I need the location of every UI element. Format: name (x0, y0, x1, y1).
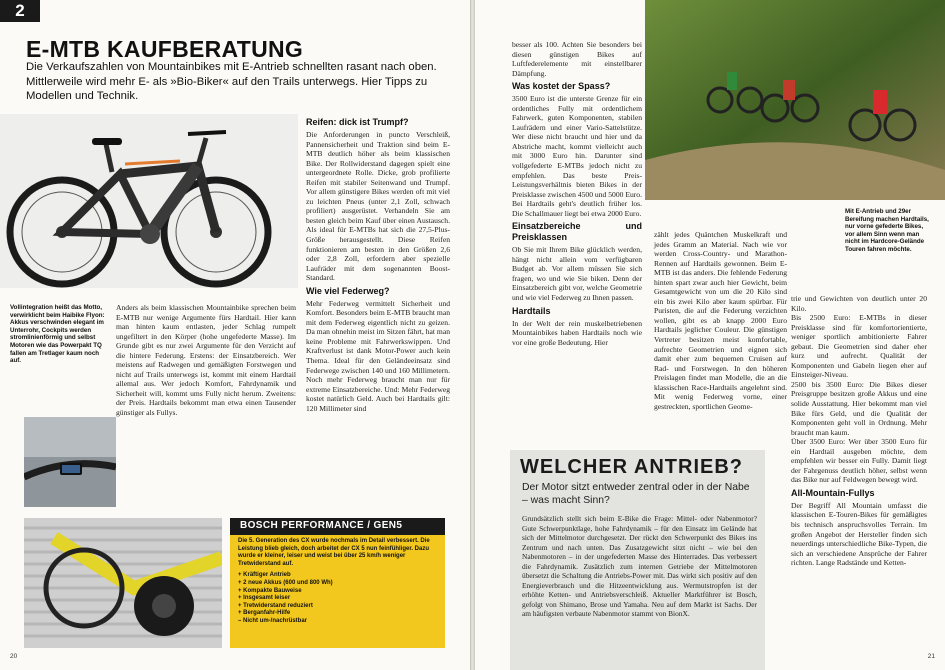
subheading-einsatz: Einsatzbereiche und Preisklassen (512, 221, 642, 243)
subheading-reifen: Reifen: dick ist Trumpf? (306, 117, 409, 127)
subheading-spass: Was kostet der Spass? (512, 81, 611, 92)
bosch-description (230, 535, 445, 629)
list-item: + Kräftiger Antrieb (238, 572, 291, 579)
col3-paragraph-4: Über 3500 Euro: Wer über 3500 Euro für ein Hardtail ausgeben möchte, dem empfehlen wir besser ein Fully. Damit liegt der Fahrgenuss deutlich höher, selbst wenn das Bike nur auf Feldwegen bewegt wird. (791, 437, 927, 485)
subheading-federweg: Wie viel Federweg? (306, 285, 390, 296)
caption-riders: Mit E-Antrieb und 29er Bereifung machen Hardtails, nur vorne gefederte Bikes, vor allem Sinn wenn man nicht im Hardcore-Gelände Touren fahren möchte. (845, 208, 929, 253)
riders-illustration (645, 0, 945, 200)
emtb-hero-photo (0, 114, 298, 288)
paragraph-hardtails: In der Welt der rein muskelbetriebenen Mountainbikes haben Hardtails noch wie vor eine große Bedeutung. Hier (512, 318, 642, 347)
paragraph-federweg: Mehr Federweg vermittelt Sicherheit und Komfort. Besonders beim E-MTB braucht man mit dem Federweg eigentlich nicht zu geizen. Da man ohnehin meist im Sitzen fährt, hat man keine Probleme mit Fahrwerkswippen. Und Kraftverlust ist dank Motor-Power auch kein Thema. Ideal für den Geländeeinsatz sind Federwege zwischen 140 und 160 Millimetern. Noch mehr Federweg braucht man nur für extreme Einsatzbereiche. Und: Mehr Federweg kostet natürlich Geld. Auch bei Hardtails gilt: 120 Millimeter sind (306, 298, 450, 413)
column-1 (512, 40, 642, 347)
list-item: + Tretwiderstand reduziert (238, 602, 313, 609)
box-body: Grundsätzlich stellt sich beim E-Bike die Frage: Mittel- oder Nabenmotor? Gute Schwerpunktlage, hohe Fahrdynamik – für den Einsatz im Gelände hat sich der Mittelmotor durchgesetzt. Der rückt den Schwerpunkt des Bikes ins Zentrum und nach unten. Das Zusatzgewicht sitzt nicht – wie bei den Nabenmotoren – in der ungefederten Masse des Hinterrades. Das verbessert die Fahrdynamik. Zusätzlich zum internen Getriebe der Mittelmotoren übersetzt die Schaltung die Antriebs-Power mit. Das wirkt sich positiv auf den Energieverbrauch und die Hitzeentwicklung aus. Wermutstropfen ist der erhöhte Ketten- und Antriebsverschleiß. Aktueller Marktführer ist Bosch, gefolgt von Shimano, Brose und Yamaha. Neu auf dem Markt ist Sachs. Der am häufigsten verbaute Nabenmotor stammt von BionX. (522, 514, 757, 618)
right-page (475, 0, 945, 670)
subheading-allmountain: All-Mountain-Fullys (791, 487, 875, 498)
col3-paragraph-2: Bis 2500 Euro: E-MTBs in dieser Preisklasse sind für komfortorientierte, weniger sportlich ambitionierte Fahrer gebaut. Die Geometrien sind daher eher kurz und aufrecht. Qualität der Komponenten und Gabeln liegen eher auf Einsteiger-Niveau. (791, 313, 927, 380)
col3-paragraph-3: 2500 bis 3500 Euro: Die Bikes dieser Preisgruppe besitzen große Akkus und eine solide Ausstattung. Hier bekommt man viel Bike fürs Geld, und die Qualität der Komponenten geht voll in Ordnung. Mehr braucht man kaum. (791, 379, 927, 437)
page-number-right: 21 (927, 653, 935, 660)
column-3 (791, 294, 927, 568)
box-title: WELCHER ANTRIEB? (520, 456, 744, 478)
section-number-badge: 2 (0, 0, 40, 22)
antrieb-infobox (510, 450, 765, 670)
body-intro (116, 303, 296, 418)
list-item: + Berganfahr-Hilfe (238, 610, 291, 617)
riders-forest-photo (645, 0, 945, 200)
col1-intro: besser als 100. Achten Sie besonders bei diesen günstigen Bikes auf Luftfederelemente mit einstellbarer Dämpfung. (512, 40, 642, 78)
paragraph-allmountain: Der Begriff All Mountain umfasst die klassischen E-Touren-Bikes für gemäßigtes bis technisch anspruchsvolles Terrain. Im großen Angebot der Hersteller finden sich neuerdings unterschiedliche Bike-Typen, die sich an verschiedene Ansprüche der Fahrer richten. Lange Radstände und Ketten- (791, 500, 927, 568)
bosch-title: BOSCH PERFORMANCE / GEN5 (230, 518, 445, 535)
page-number-left: 20 (10, 653, 18, 660)
headline: E-MTB KAUFBERATUNG (26, 36, 304, 62)
paragraph-reifen: Die Anforderungen in puncto Verschleiß, Pannensicherheit und Traktion sind beim E-MTB deutlich höher als beim klassischen Bike. Der Rollwiderstand dagegen spielt eine untergeordnete Rolle. Dicke, grob profilierte Reifen mit stabiler Seitenwand und Trumpf. Vor allem günstigere Bikes werden oft mit viel zu leichten Pneus (unter 2,1 Zoll, schwach profiliert) ausgerüstet. Verhandeln Sie am besten gleich beim Kauf über einen Austausch. Als ideal für E-MTBs hat sich die 27,5-Plus-Größe herausgestellt. Diese Reifen funktionieren am besten in den Größen 2,6 oder 2,8 Zoll, erfordern aber spezielle Laufräder mit dem sogenannten Boost-Standard. (306, 130, 450, 283)
intro-paragraph: Anders als beim klassischen Mountainbike sprechen beim E-MTB nur wenige Argumente fürs Hardtail. Hier kann man hinten kaum entlasten, jeder Schlag rumpelt ungefiltert in den Körper (hohe ungefederte Masse). Im Grunde gibt es nur zwei Argumente für den Verzicht auf die hintere Federung. Erstens: der Einsatzbereich. Wer meistens auf Radwegen und gemäßigten Forstwegen und nicht auf Trails unterwegs ist, kommt mit einem Hardtail allemal aus. Wer jedoch Komfort, Fahrdynamik und Sicherheit will, kommt ums Fully nicht herum. Zweitens: der Preis. Hardtails bekommt man etwa einen Tausender günstiger als Fullys. (116, 303, 296, 418)
lead-paragraph: Die Verkaufszahlen von Mountainbikes mit E-Antrieb schnellten rasant nach oben. Mittlerweile wird mehr E- als »Bio-Biker« auf den Trails unterwegs. Hier Tipps zu Modellen und Technik. (26, 61, 437, 102)
motor-illustration (24, 518, 222, 648)
box-subtitle: Der Motor sitzt entweder zentral oder in der Nabe – was macht Sinn? (522, 482, 750, 506)
caption-bike: Vollintegration heißt das Motto, verwirklicht beim Haibike Flyon: Akkus verschwinden elegant im Unterrohr, Cockpits werden stromlinienförmig und selbst Motoren wie das Powerpakt TQ fallen am Tretlager kaum noch auf. (10, 304, 105, 365)
column-reifen (306, 114, 450, 413)
list-item: + Insgesamt leiser (238, 595, 291, 602)
paragraph-spass: 3500 Euro ist die unterste Grenze für ein ordentliches Fully mit ordentlichem Fahrwerk, guten Komponenten, stabilen Laufrädern und einer Vario-Sattelstütze. Wer diese nicht braucht und hier und da Abstriche macht, kommt vielleicht auch mit 3000 Euro hin. Darunter sind vollgefederte E-MTBs jedoch nicht zu empfehlen. Das beste Preis-Leistungsverhältnis bieten Bikes in der Preisklasse zwischen 4500 und 5000 Euro. Bei Hardtails geht's deutlich früher los. Die Schallmauer liegt bei etwa 2000 Euro. (512, 94, 642, 218)
list-item: + Kompakte Bauweise (238, 587, 302, 594)
bike-illustration (0, 114, 298, 288)
bosch-infobox (230, 518, 445, 648)
cockpit-photo (24, 417, 116, 507)
bosch-pro-contra-list (238, 572, 437, 625)
subheading-hardtails: Hardtails (512, 305, 551, 316)
column-2 (654, 230, 787, 411)
paragraph-einsatz: Ob Sie mit Ihrem Bike glücklich werden, hängt nicht allein vom verfügbaren Budget ab. Vor allem müssen Sie sich fragen, wo und wie Sie biken. Denn der Einsatzbereich gibt vor, welche Geometrie und wie viel Federweg zu Ihnen passen. (512, 245, 642, 303)
col3-paragraph-1: trie und Gewichten von deutlich unter 20 Kilo. (791, 294, 927, 313)
col2-paragraph: zählt jedes Quäntchen Muskelkraft und jedes Gramm an Material. Nach wie vor werden Cross-Country- und Marathon-Rennen auf Hardtails gewonnen. Beim E-MTB ist das anders. Die fehlende Federung hinten spart zwar auch hier Gewicht, beim Gesamtgewicht von um die 20 Kilo sind ein bis zwei Kilo aber kaum spürbar. Für Puristen, die auf die Federung verzichten wollen, gibt es ab knapp 2000 Euro Hardtails jeglicher Couleur. Die günstigen Vertreter besitzen meist komfortable, aufrechte Geometrien und eignen sich damit eher zum bequemen Cruisen auf Rad- und Forstwegen. In den höheren Preislagen findet man Modelle, die an die klassischen Race-Hardtails angelehnt sind. Mit wenig Federweg vorne, einer gestreckten, sportlichen Geome- (654, 230, 787, 411)
list-item: + 2 neue Akkus (600 und 800 Wh) (238, 579, 333, 586)
cockpit-illustration (24, 417, 116, 507)
left-page (0, 0, 470, 670)
motor-photo (24, 518, 222, 648)
bosch-text: Die 5. Generation des CX wurde nochmals im Detail verbessert. Die Leistung blieb gleich, doch arbeitet der CX 5 nun feinfühliger. Dazu wurde er kleiner, leiser und weist bei über 25 km/h weniger Tretwiderstand auf. (238, 538, 430, 567)
list-item: – Nicht um-/nachrüstbar (238, 617, 308, 624)
